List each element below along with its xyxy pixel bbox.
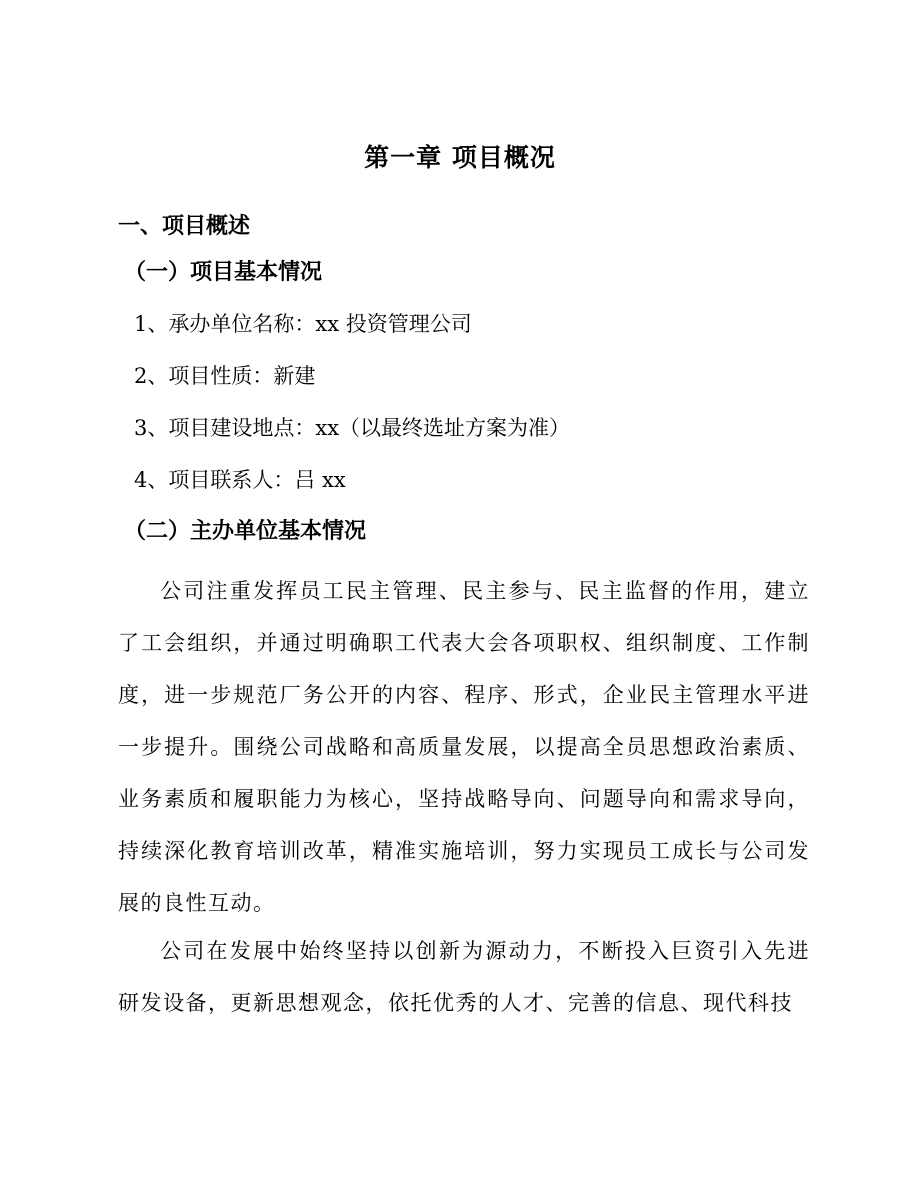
subsection-heading-basic-info: （一）项目基本情况 <box>124 259 323 285</box>
chapter-title: 第一章 项目概况 <box>364 143 556 172</box>
body-paragraph: 公司注重发挥员工民主管理、民主参与、民主监督的作用，建立了工会组织，并通过明确职工代表大会各项职权、组织制度、工作制度，进一步规范厂务公开的内容、程序、形式，企业民主管理水平进一步提升。围绕公司战略和高质量发展，以提高全员思想政治素质、业务素质和履职能力为核心，坚持战略导向、问题导向和需求导向，持续深化教育培训改革，精准实施培训，努力实现员工成长与公司发展的良性互动。 <box>118 579 810 915</box>
section-heading: 一、项目概述 <box>118 213 251 239</box>
body-paragraph: 公司在发展中始终坚持以创新为源动力，不断投入巨资引入先进研发设备，更新思想观念，依托优秀的人才、完善的信息、现代科技 <box>118 939 810 1015</box>
subsection-heading-sponsor-info: （二）主办单位基本情况 <box>124 518 367 544</box>
info-item-location: 3、项目建设地点：xx（以最终选址方案为准） <box>134 416 571 440</box>
info-item-organizer: 1、承办单位名称：xx 投资管理公司 <box>134 312 472 336</box>
info-item-nature: 2、项目性质：新建 <box>134 364 316 388</box>
info-item-contact: 4、项目联系人：吕 xx <box>134 468 346 492</box>
